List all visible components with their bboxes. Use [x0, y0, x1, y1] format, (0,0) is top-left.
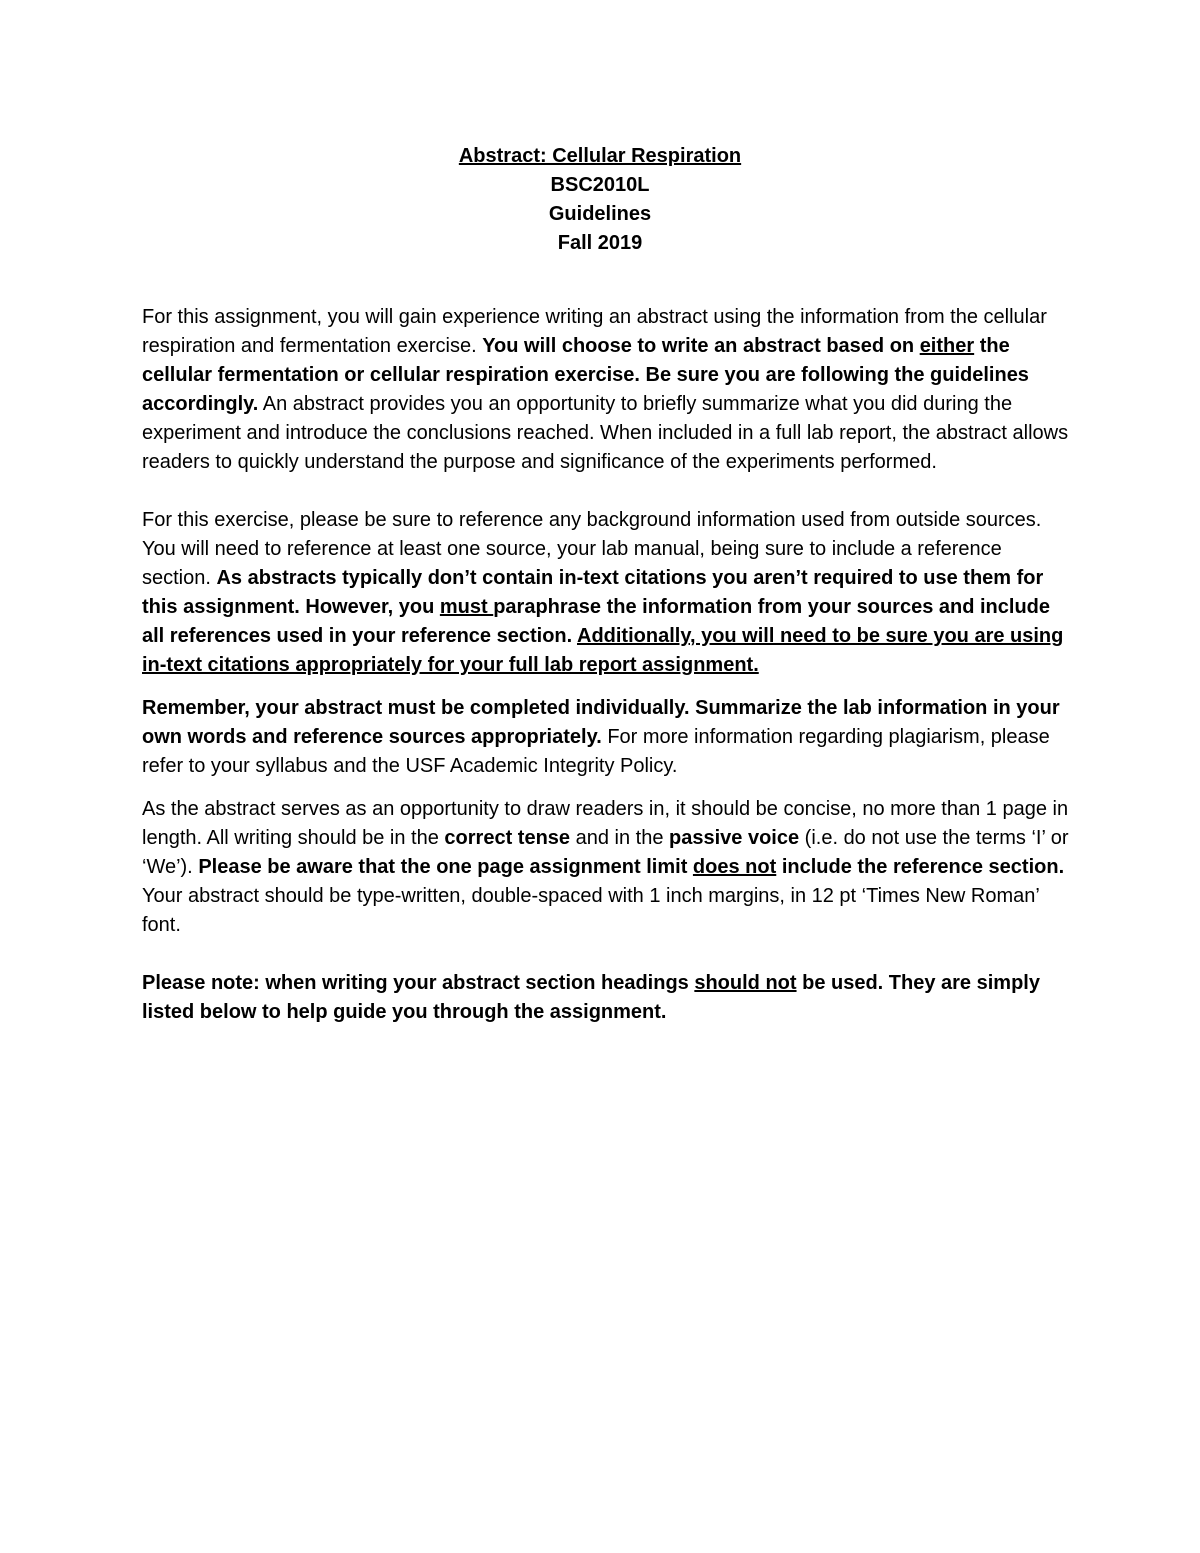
- text-run-bold: be used. They are simply listed below to help guide you through the assignment.: [142, 972, 1040, 1023]
- text-run: and in the: [570, 827, 670, 849]
- course-code: BSC2010L: [550, 174, 650, 196]
- document-header: [0, 142, 1200, 258]
- text-run: For more information regarding plagiarism, please refer to your syllabus and the USF Academic Integrity Policy.: [142, 726, 1050, 777]
- text-run: Your abstract should be type-written, double-spaced with 1 inch margins, in 12 pt ‘Times New Roman’ font.: [142, 885, 1040, 936]
- text-run-bold-underline: Additionally, you will need to be sure you are using in-text citations appropriately for your full lab report assignment.: [142, 625, 1064, 676]
- text-run: For this exercise, please be sure to reference any background information used from outside sources. You will need to reference at least one source, your lab manual, being sure to include a reference section.: [142, 509, 1042, 589]
- text-run: As the abstract serves as an opportunity to draw readers in, it should be concise, no more than 1 page in length. All writing should be in the: [142, 798, 1069, 849]
- text-run-bold: As abstracts typically don’t contain in-text citations you aren’t required to use them for this assignment. However, you: [142, 567, 1044, 618]
- document-body: [142, 303, 1072, 1027]
- term-label: Fall 2019: [557, 232, 643, 254]
- text-run-bold-underline: should not: [694, 972, 797, 994]
- document-subtitle: Guidelines: [548, 203, 652, 225]
- text-run-bold: You will choose to write an abstract based on: [482, 335, 920, 357]
- text-run-bold-underline: either: [919, 335, 975, 357]
- text-run-bold: paraphrase the information from your sources and include all references used in your reference section.: [142, 596, 1050, 647]
- text-run-bold: Remember, your abstract must be completed individually. Summarize the lab information in your own words and reference sources appropriately.: [142, 697, 1060, 748]
- text-run-bold: passive voice: [669, 827, 800, 849]
- document-title: Abstract: Cellular Respiration: [458, 145, 742, 167]
- text-run: An abstract provides you an opportunity to briefly summarize what you did during the experiment and introduce the conclusions reached. When included in a full lab report, the abstract allows readers to quickly understand the purpose and significance of the experiments performed.: [142, 393, 1069, 473]
- text-run-bold: Please note: when writing your abstract section headings: [142, 972, 695, 994]
- text-run-bold-underline: must: [439, 596, 494, 618]
- text-run-bold: Please be aware that the one page assignment limit: [198, 856, 693, 878]
- paragraph-assignment-intro: [142, 303, 1072, 477]
- text-run-bold: include the reference section.: [776, 856, 1065, 878]
- paragraph-note: [142, 969, 1072, 1027]
- paragraph-references: [142, 506, 1072, 680]
- text-run-bold: correct tense: [444, 827, 571, 849]
- text-run: (i.e. do not use the terms ‘I’ or ‘We’).: [142, 827, 1069, 878]
- text-run: For this assignment, you will gain experience writing an abstract using the information from the cellular respiration and fermentation exercise.: [142, 306, 1047, 357]
- text-run-bold: the cellular fermentation or cellular respiration exercise. Be sure you are following the guidelines accordingly.: [142, 335, 1029, 415]
- paragraph-individual-work: [142, 694, 1072, 781]
- paragraph-format: [142, 795, 1072, 940]
- text-run-bold-underline: does not: [692, 856, 777, 878]
